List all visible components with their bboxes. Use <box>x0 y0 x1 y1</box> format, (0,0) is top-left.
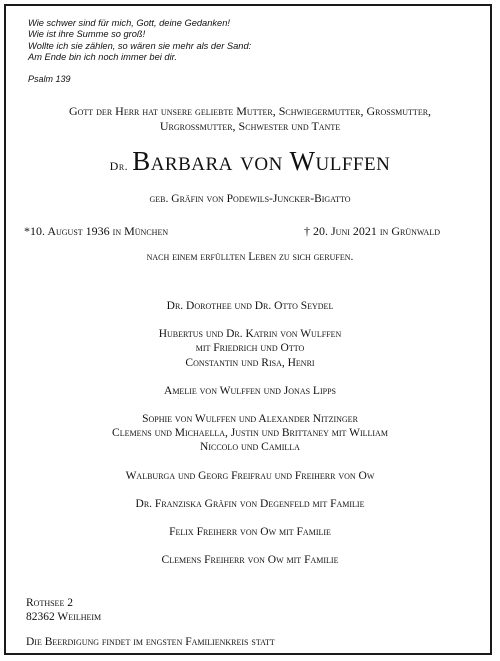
mourner-group <box>6 553 494 567</box>
mourner-line: mit Friedrich und Otto <box>195 342 305 355</box>
mourners-list <box>6 299 494 581</box>
poem-line: Wie ist ihre Summe so groß! <box>28 29 146 40</box>
mourner-line: Dr. Franziska Gräfin von Degenfeld mit Familie <box>135 497 365 510</box>
deceased-name-block <box>6 146 494 177</box>
mourner-line: Walburga und Georg Freifrau und Freiherr von Ow <box>125 469 375 482</box>
called-home-line: nach einem erfüllten Leben zu sich gerufen. <box>146 251 354 263</box>
funeral-note: Die Beerdigung findet im engsten Familienkreis statt <box>26 636 275 648</box>
family-address <box>26 596 101 624</box>
mourner-line: Clemens und Michaella, Justin und Brittaney mit William <box>112 427 388 440</box>
mourner-line: Amelie von Wulffen und Jonas Lipps <box>164 384 336 397</box>
intro-line-1: Gott der Herr hat unsere geliebte Mutter, Schwiegermutter, Grossmutter, <box>68 104 432 118</box>
deceased-name: Barbara von Wulffen <box>132 146 391 176</box>
mourner-group <box>6 299 494 313</box>
psalm-poem <box>28 18 468 63</box>
maiden-name: geb. Gräfin von Podewils-Juncker-Bigatto <box>149 193 351 205</box>
mourner-line: Constantin und Risa, Henri <box>185 356 315 369</box>
mourner-line: Hubertus und Dr. Katrin von Wulffen <box>158 328 342 341</box>
poem-line: Am Ende bin ich noch immer bei dir. <box>28 51 177 62</box>
mourner-group <box>6 327 494 370</box>
mourner-line: Clemens Freiherr von Ow mit Familie <box>161 554 339 567</box>
poem-line: Wollte ich sie zählen, so wären sie mehr als der Sand: <box>28 40 252 51</box>
intro-line-2: Urgrossmutter, Schwester und Tante <box>159 119 341 133</box>
poem-line: Wie schwer sind für mich, Gott, deine Gedanken! <box>28 18 230 28</box>
mourner-group <box>6 384 494 398</box>
academic-title: Dr. <box>109 159 129 173</box>
mourner-line: Felix Freiherr von Ow mit Familie <box>169 526 331 539</box>
mourner-group <box>6 412 494 455</box>
death-date: † 20. Juni 2021 in Grünwald <box>304 224 440 238</box>
birth-date: *10. August 1936 in München <box>24 224 169 238</box>
mourner-line: Niccolo und Camilla <box>200 441 300 454</box>
address-street: Rothsee 2 <box>26 597 73 609</box>
mourner-group <box>6 525 494 539</box>
address-city: 82362 Weilheim <box>26 611 102 623</box>
obituary-frame <box>4 4 492 655</box>
psalm-reference: Psalm 139 <box>28 74 71 84</box>
mourner-line: Sophie von Wulffen und Alexander Nitzinger <box>142 413 358 426</box>
mourner-group <box>6 497 494 511</box>
mourner-line: Dr. Dorothee und Dr. Otto Seydel <box>166 300 334 312</box>
mourner-group <box>6 469 494 483</box>
